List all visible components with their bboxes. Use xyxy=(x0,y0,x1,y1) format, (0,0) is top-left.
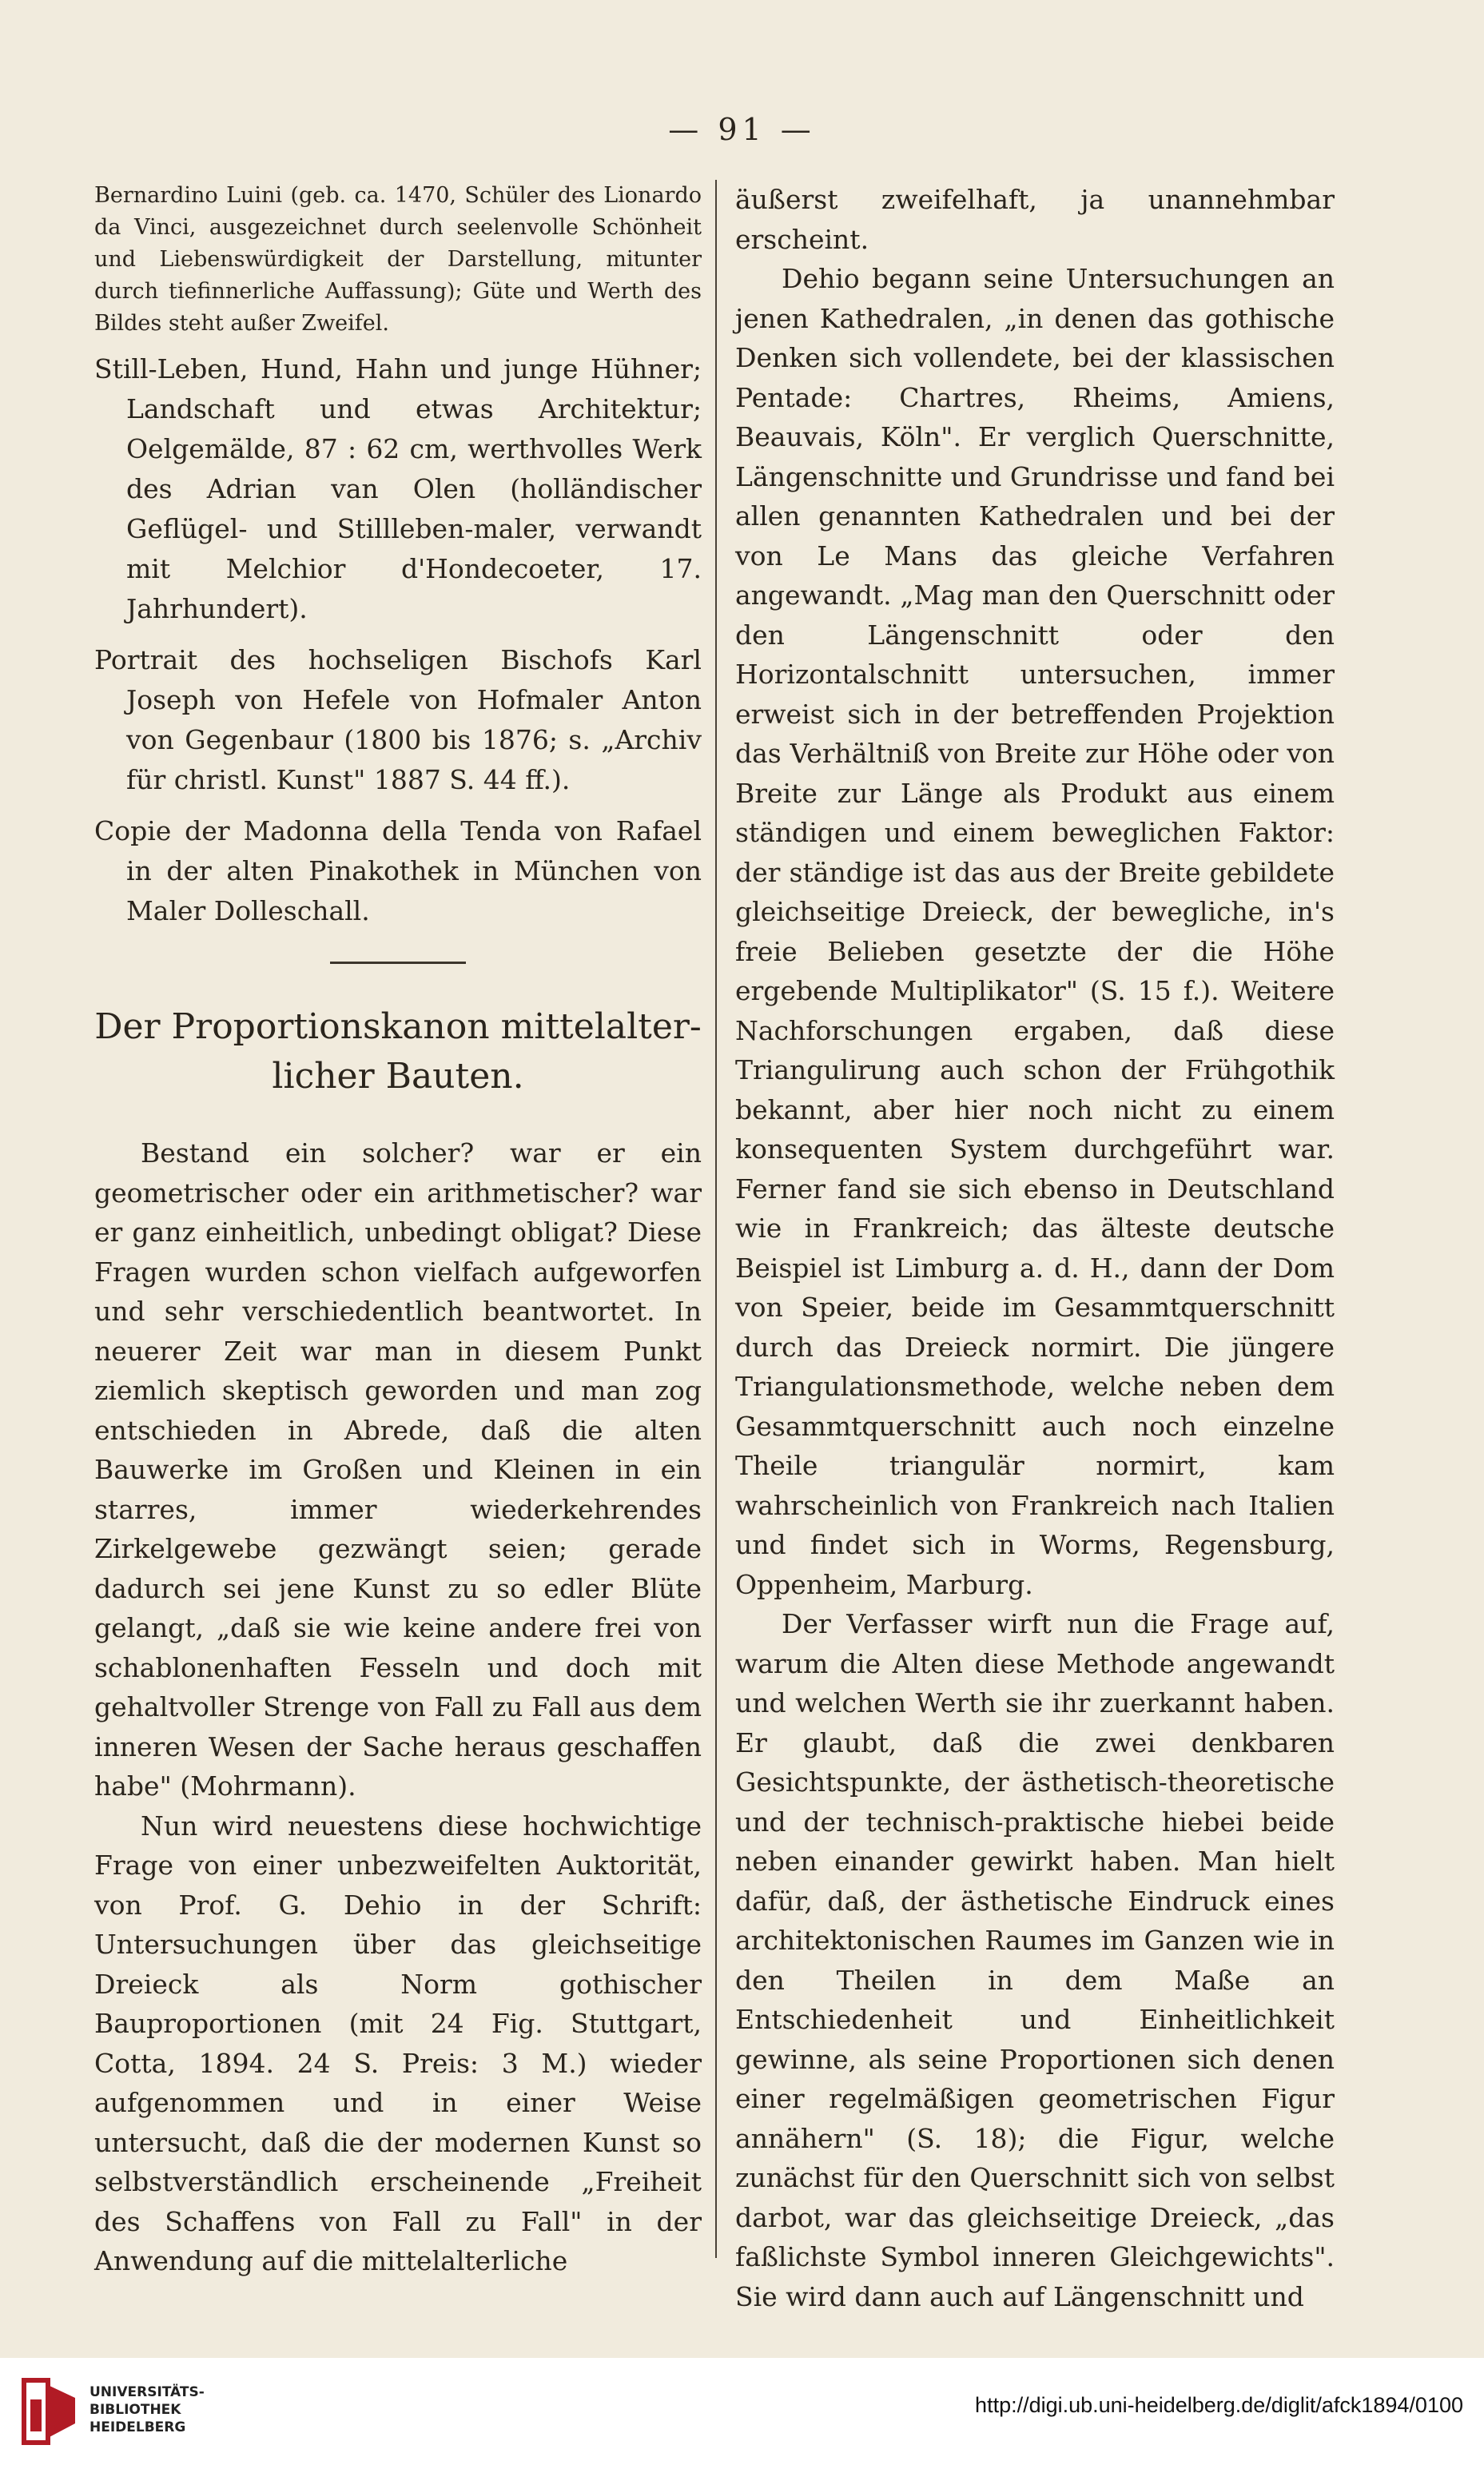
list-entry-still-life: Still-Leben, Hund, Hahn und junge Hühner; Landschaft und etwas Architektur; Oelgemälde, 87 : 62 cm, werthvolles Werk des Adrian van Olen (holländischer Geflügel- und Stillleben-maler, verwandt mit Melchior d'Hondecoeter, 17. Jahrhundert). xyxy=(94,353,702,624)
paragraph: Nun wird neuestens diese hochwichtige Frage von einer unbezweifelten Auktorität, von Prof. G. Dehio in der Schrift: Untersuchungen über das gleichseitige Dreieck als Norm gothischer Bauproportionen (mit 24 Fig. Stuttgart, Cotta, 1894. 24 S. Preis: 3 M.) wieder aufgenommen und in einer Weise untersucht, daß die der modernen Kunst so selbstverständlich erscheinende „Freiheit des Schaffens von Fall zu Fall" in der Anwendung auf die mittelalterliche xyxy=(94,1810,702,2276)
source-url-link[interactable]: http://digi.ub.uni-heidelberg.de/diglit/afck1894/0100 xyxy=(975,2393,1463,2417)
column-divider xyxy=(715,180,717,2258)
section-title-line-1: Der Proportionskanon mittelalter- xyxy=(94,1006,702,1047)
left-column xyxy=(94,180,702,2281)
list-entry-portrait: Portrait des hochseligen Bischofs Karl Joseph von Hefele von Hofmaler Anton von Gegenbaur (1800 bis 1876; s. „Archiv für christl. Kunst" 1887 S. 44 ff.). xyxy=(94,644,702,795)
paragraph-continued: äußerst zweifelhaft, ja unannehmbar erscheint. xyxy=(735,184,1335,255)
right-column xyxy=(735,180,1335,2316)
digitization-footer xyxy=(0,2358,1484,2465)
institution-name xyxy=(90,2383,205,2436)
institution-line: HEIDELBERG xyxy=(90,2419,186,2435)
list-entry-copy: Copie der Madonna della Tenda von Rafael in der alten Pinakothek in München von Maler Dolleschall. xyxy=(94,815,702,926)
section-separator xyxy=(330,962,466,964)
institution-line: UNIVERSITÄTS- xyxy=(90,2384,205,2400)
institution-line: BIBLIOTHEK xyxy=(90,2402,181,2418)
paragraph: Bestand ein solcher? war er ein geometrischer oder ein arithmetischer? war er ganz einheitlich, unbedingt obligat? Diese Fragen wurden schon vielfach aufgeworfen und sehr verschiedentlich beantwortet. In neuerer Zeit war man in diesem Punkt ziemlich skeptisch geworden und man zog entschieden in Abrede, daß die alten Bauwerke im Großen und Kleinen in ein starres, immer wiederkehrendes Zirkelgewebe gezwängt seien; gerade dadurch sei jene Kunst zu so edler Blüte gelangt, „daß sie wie keine andere frei von schablonenhaften Fesseln und doch mit gehaltvoller Strenge von Fall zu Fall aus dem inneren Wesen der Sache heraus geschaffen habe" (Mohrmann). xyxy=(94,1137,702,1802)
section-title-line-2: licher Bauten. xyxy=(272,1056,524,1097)
intro-entry: Bernardino Luini (geb. ca. 1470, Schüler des Lionardo da Vinci, ausgezeichnet durch seelenvolle Schönheit und Liebenswürdigkeit der Darstellung, mitunter durch tiefinnerliche Auffassung); Güte und Werth des Bildes steht außer Zweifel. xyxy=(94,183,702,336)
paragraph: Der Verfasser wirft nun die Frage auf, warum die Alten diese Methode angewandt und welchen Werth sie ihr zuerkannt haben. Er glaubt, daß die zwei denkbaren Gesichtspunkte, der ästhetisch-theoretische und der technisch-praktische hiebei beide neben einander gewirkt haben. Man hielt dafür, daß, der ästhetische Eindruck eines architektonischen Raumes im Ganzen wie in den Theilen in dem Maße an Entschiedenheit und Einheitlichkeit gewinne, als seine Proportionen sich denen einer regelmäßigen geometrischen Figur annähern" (S. 18); die Figur, welche zunächst für den Querschnitt sich von selbst darbot, war das gleichseitige Dreieck, „das faßlichste Symbol inneren Gleichgewichts". Sie wird dann auch auf Längenschnitt und xyxy=(735,1608,1335,2312)
page-number: — 91 — xyxy=(668,112,816,147)
section-title xyxy=(94,1002,702,1101)
heidelberg-library-logo-icon xyxy=(19,2375,83,2447)
paragraph: Dehio begann seine Untersuchungen an jenen Kathedralen, „in denen das gothische Denken sich vollendete, bei der klassischen Pentade: Chartres, Rheims, Amiens, Beauvais, Köln". Er verglich Querschnitte, Längenschnitte und Grundrisse und fand bei allen genannten Kathedralen und bei der von Le Mans das gleiche Verfahren angewandt. „Mag man den Querschnitt oder den Längenschnitt oder den Horizontalschnitt untersuchen, immer erweist sich in der betreffenden Projektion das Verhältniß von Breite zur Höhe oder von Breite zur Länge als Produkt aus einem ständigen und einem beweglichen Faktor: der ständige ist das aus der Breite gebildete gleichseitige Dreieck, der bewegliche, in's freie Belieben gesetzte der die Höhe ergebende Multiplikator" (S. 15 f.). Weitere Nachforschungen ergaben, daß diese Triangulirung auch schon der Frühgothik bekannt, aber hier noch nicht zu einem konsequenten System durchgeführt war. Ferner fand sie sich ebenso in Deutschland wie in Frankreich; das älteste deutsche Beispiel ist Limburg a. d. H., dann der Dom von Speier, beide im Gesammtquerschnitt durch das Dreieck normirt. Die jüngere Triangulationsmethode, welche neben dem Gesammtquerschnitt auch noch einzelne Theile triangulär normirt, kam wahrscheinlich von Frankreich nach Italien und findet sich in Worms, Regensburg, Oppenheim, Marburg. xyxy=(735,263,1335,1600)
